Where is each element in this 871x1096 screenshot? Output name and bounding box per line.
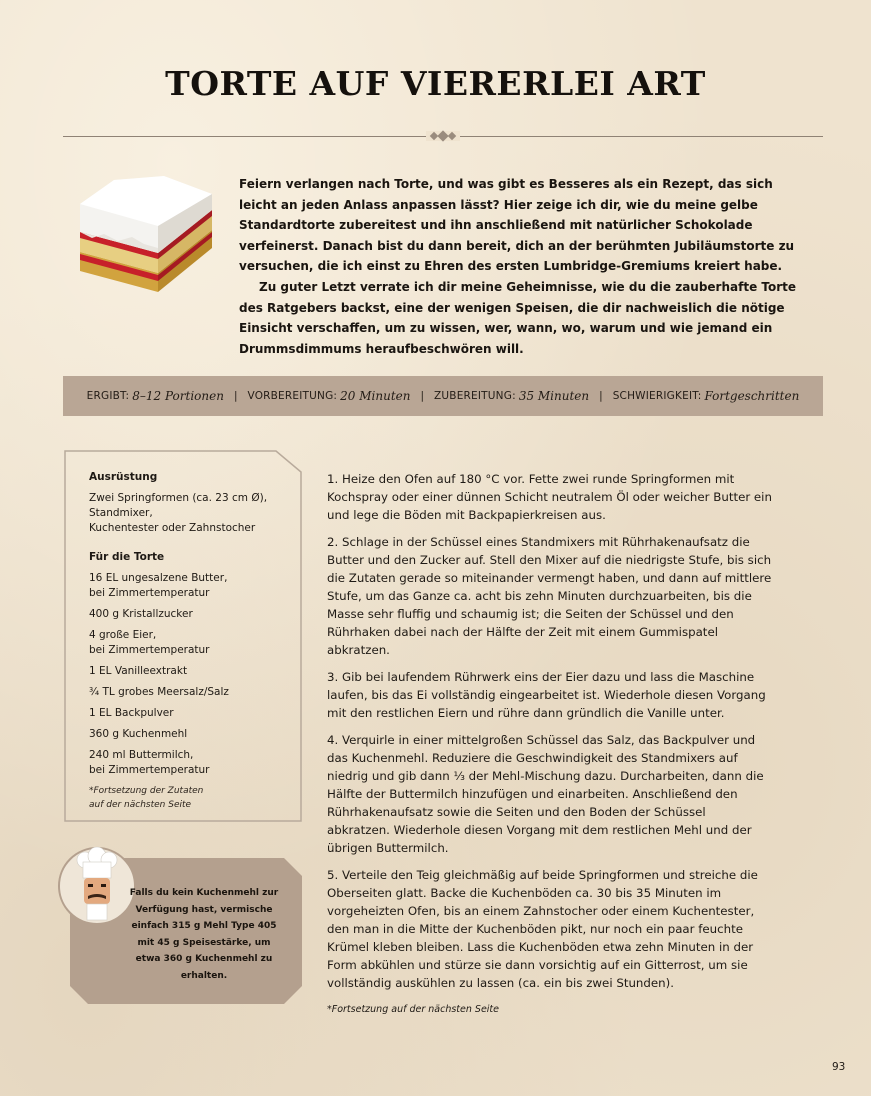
- ingredient-item: 16 EL ungesalzene Butter, bei Zimmertemperatur: [89, 572, 228, 599]
- ingredients-heading: Für die Torte: [89, 551, 165, 563]
- instruction-step: 3. Gib bei laufendem Rührwerk eins der Eier dazu und lass die Maschine laufen, bis das Ei vollständig eingearbeitet ist. Wiederhole diesen Vorgang mit den restlichen Eiern und rühre dann gründlich die Vanille unter.: [327, 670, 766, 720]
- steps-footnote: *Fortsetzung auf der nächsten Seite: [327, 1004, 499, 1015]
- ingredient-item: 360 g Kuchenmehl: [89, 728, 188, 740]
- divider-ornament-icon: [426, 131, 460, 141]
- cook-label: ZUBEREITUNG:: [434, 390, 516, 402]
- instruction-step: 4. Verquirle in einer mittelgroßen Schüssel das Salz, das Backpulver und das Kuchenmehl. Reduziere die Geschwindigkeit des Standmixers auf niedrig und gib dann ⅓ der Mehl-Mischung dazu. Durcharbeiten, dann die Hälfte der Buttermilch hinzufügen und einarbeiten. Anschließend den Rührhakenaufsatz sowie die Seiten und den Boden der Schüssel abkratzen. Wiederhole diesen Vorgang mit dem restlichen Mehl und der übrigen Buttermilch.: [327, 733, 764, 855]
- info-separator: |: [420, 390, 425, 402]
- ingredient-item: ¾ TL grobes Meersalz/Salz: [89, 686, 229, 698]
- yield-value: 8–12 Portionen: [132, 389, 224, 403]
- info-separator: |: [599, 390, 603, 402]
- info-separator: |: [233, 390, 238, 402]
- ingredient-item: 1 EL Backpulver: [89, 707, 174, 719]
- instructions: [327, 470, 772, 1019]
- prep-value: 20 Minuten: [340, 389, 411, 403]
- ingredient-item: 400 g Kristallzucker: [89, 608, 193, 620]
- page-number: 93: [832, 1061, 846, 1073]
- intro-text: [239, 174, 811, 359]
- instruction-step: 2. Schlage in der Schüssel eines Standmixers mit Rührhakenaufsatz die Butter und den Zucker auf. Stell den Mixer auf die niedrigste Stufe, bis sich die Zutaten gerade so miteinander vermengt haben, und dann auf mittlere Stufe, um das Ganze ca. acht bis zehn Minuten durchzuarbeiten, bis die Masse sehr fluffig und schaumig ist; die Seiten der Schüssel und den Rührhaken dabei nach der Hälfte der Zeit mit einem Gummispatel abkratzen.: [327, 535, 772, 657]
- equipment-list: Zwei Springformen (ca. 23 cm Ø), Standmixer, Kuchentester oder Zahnstocher: [89, 492, 268, 534]
- cook-value: 35 Minuten: [518, 389, 590, 403]
- ingredient-item: 240 ml Buttermilch, bei Zimmertemperatur: [89, 749, 210, 776]
- ingredients-panel: [89, 470, 289, 812]
- title-divider: [63, 131, 823, 141]
- prep-label: VORBEREITUNG:: [247, 390, 338, 402]
- equipment-heading: Ausrüstung: [89, 471, 158, 483]
- ingredient-item: 1 EL Vanilleextrakt: [89, 665, 188, 677]
- intro-paragraph-1: Feiern verlangen nach Torte, und was gibt es Besseres als ein Rezept, das sich leicht an jeden Anlass anpassen lässt? Hier zeige ich dir, wie du meine gelbe Standardtorte zubereitest und ihn anschließend mit natürlicher Schokolade verfeinerst. Danach bist du dann bereit, dich an der berühmten Jubiläumstorte zu versuchen, die ich einst zu Ehren des ersten Lumbridge-Gremiums kreiert habe.: [239, 177, 795, 274]
- intro-paragraph-2: Zu guter Letzt verrate ich dir meine Geheimnisse, wie du die zauberhafte Torte des Ratgebers backst, eine der wenigen Speisen, die dir nachweislich die nötige Einsicht verschaffen, um zu wissen, wer, wann, wo, warum und wie jemand ein Drummsdimmums heraufbeschwören will.: [239, 279, 797, 356]
- page-title: TORTE AUF VIERERLEI ART: [165, 64, 706, 103]
- ingredient-item: 4 große Eier, bei Zimmertemperatur: [89, 629, 210, 656]
- instruction-step: 5. Verteile den Teig gleichmäßig auf beide Springformen und streiche die Oberseiten glatt. Backe die Kuchenböden ca. 30 bis 35 Minuten im vorgeheizten Ofen, bis an einem Zahnstocher oder einem Kuchentester, den man in die Mitte der Kuchenböden pikt, nur noch ein paar feuchte Krümel kleben bleiben. Lass die Kuchenböden etwa zehn Minuten in der Form abkühlen und stürze sie dann vorsichtig auf ein Gitterrost, um sie vollständig auskühlen zu lassen (ca. ein bis zwei Stunden).: [327, 868, 758, 990]
- recipe-info-bar: [63, 376, 823, 416]
- yield-label: ERGIBT:: [86, 390, 130, 402]
- instruction-step: 1. Heize den Ofen auf 180 °C vor. Fette zwei runde Springformen mit Kochspray oder einer dünnen Schicht neutralem Öl oder weicher Butter ein und lege die Böden mit Backpapierkreisen aus.: [327, 472, 772, 522]
- cake-illustration: [74, 174, 216, 296]
- ingredients-footnote: *Fortsetzung der Zutaten auf der nächsten Seite: [89, 786, 204, 810]
- difficulty-value: Fortgeschritten: [704, 389, 800, 403]
- tip-text: Falls du kein Kuchenmehl zur Verfügung hast, vermische einfach 315 g Mehl Type 405 mit 45 g Speisestärke, um etwa 360 g Kuchenmehl zu erhalten.: [129, 888, 279, 981]
- difficulty-label: SCHWIERIGKEIT:: [612, 390, 702, 402]
